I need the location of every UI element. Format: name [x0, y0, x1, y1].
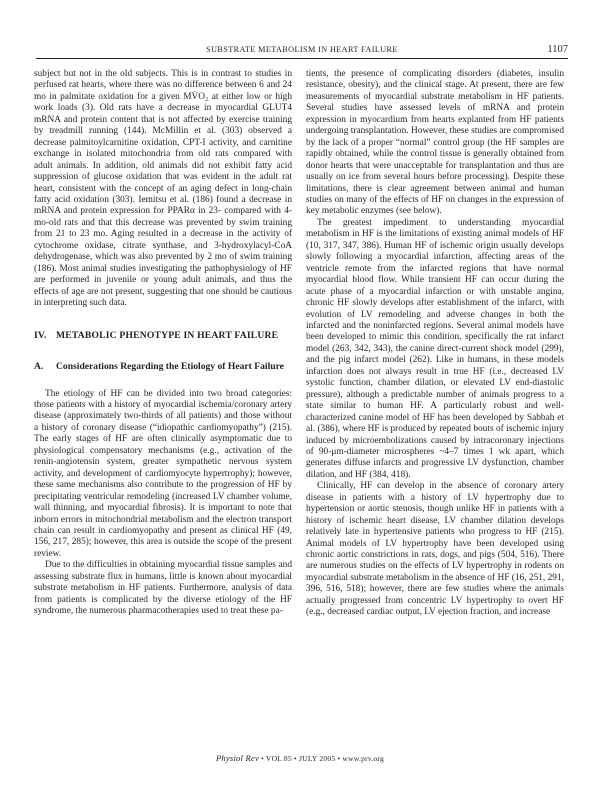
- left-column: [34, 69, 292, 618]
- body-paragraph: The greatest impediment to understanding myocardial metabolism in HF is the limitations of existing animal models of HF (10, 317, 347, 386). Human HF of ischemic origin usually develops slowly following a myocardial infarction, affecting areas of the ventricle remote from the infarcted regions that have normal myocardial blood flow. While transient HF can occur during the acute phase of a myocardial infarction or with unstable angina, chronic HF slowly develops after establishment of the infarct, with evolution of LV remodeling and adverse changes in both the infarcted and the noninfarcted regions. Several animal models have been developed to mimic this condition, specifically the rat infarct model (263, 342, 343), the canine direct-current shock model (299), and the pig infarct model (262). Like in humans, in these models infarction does not always result in true HF (i.e., decreased LV systolic function, chamber dilation, or elevated LV end-diastolic pressure), although a predictable number of animals progress to a state similar to human HF. A particularly robust and well-characterized canine model of HF has been developed by Sabbah et al. (386), where HF is produced by repeated bouts of ischemic injury induced by microembolizations caused by intracoronary injections of 90-μm-diameter microspheres ~4–7 times 1 wk apart, which generates diffuse infarcts and progressive LV dysfunction, chamber dilation, and HF (384, 418).: [306, 217, 564, 480]
- running-header: [36, 44, 568, 59]
- right-column: [306, 69, 564, 619]
- body-paragraph: subject but not in the old subjects. This is in contrast to studies in perfused rat hearts, where there was no difference between 6 and 24 mo in palmitate oxidation for a given MV̇O₂ at either low or high work loads (3). Old rats have a decrease in myocardial GLUT4 mRNA and protein content that is not affected by exercise training by treadmill running (144). McMillin et al. (303) observed a decrease palmitoylcarnitine oxidation, CPT-I activity, and carnitine exchange in isolated mitochondria from old rats compared with adult animals. In addition, old animals did not exhibit fatty acid suppression of glucose oxidation that was evident in the adult rat heart, consistent with the concept of an aging defect in long-chain fatty acid oxidation (303). Iemitsu et al. (186) found a decrease in mRNA and protein expression for PPARα in 23- compared with 4-mo-old rats and that this decrease was prevented by swim training from 21 to 23 mo. Aging resulted in a decrease in the activity of cytochrome oxidase, citrate synthase, and 3-hydroxylacyl-CoA dehydrogenase, which was also prevented by 2 mo of swim training (186). Most animal studies investigating the pathophysiology of HF are performed in juvenile or young adult animals, and thus the effects of age are not present, suggesting that one should be cautious in interpreting such data.: [34, 69, 292, 309]
- page-number: 1107: [547, 44, 568, 55]
- page-footer: [0, 753, 600, 763]
- subsection-number: A.: [34, 360, 44, 372]
- section-number: IV.: [34, 329, 47, 341]
- section-title: METABOLIC PHENOTYPE IN HEART FAILURE: [56, 329, 279, 341]
- journal-name: Physiol Rev: [215, 753, 259, 763]
- subsection-title: Considerations Regarding the Etiology of Heart Failure: [56, 360, 284, 372]
- subsection-heading: [34, 361, 292, 373]
- body-paragraph: tients, the presence of complicating disorders (diabetes, insulin resistance, obesity), and the clinical stage. At present, there are few measurements of myocardial substrate metabolism in HF patients. Several studies have assessed levels of mRNA and protein expression in myocardium from hearts explanted from HF patients undergoing transplantation. However, these studies are compromised by the lack of a proper “normal” control group (the HF samples are rapidly obtained, while the control tissue is generally obtained from donor hearts that were unacceptable for transplantation and thus are usually on ice from several hours before processing). Despite these limitations, there is clear agreement between animal and human studies on many of the effects of HF on changes in the expression of key metabolic enzymes (see below).: [306, 69, 564, 217]
- body-paragraph: The etiology of HF can be divided into two broad categories: those patients with a history of myocardial ischemia/coronary artery disease (approximately two-thirds of all patients) and those without a history of coronary disease (“idiopathic cardiomyopathy”) (215). The early stages of HF are often clinically asymptomatic due to physiological compensatory mechanisms (e.g., activation of the renin-angiotensin system, greater sympathetic nervous system activity, and development of cardiomyocyte hypertrophy); however, these same mechanisms also contribute to the progression of HF by precipitating ventricular remodeling (increased LV chamber volume, wall thinning, and myocardial fibrosis). It is important to note that inborn errors in mitochondrial metabolism and the electron transport chain can result in cardiomyopathy and present as clinical HF (49, 156, 217, 285); however, this area is outside the scope of the present review.: [34, 388, 292, 559]
- body-paragraph: Due to the difficulties in obtaining myocardial tissue samples and assessing substrate flux in humans, little is known about myocardial substrate metabolism in HF patients. Furthermore, analysis of data from patients is complicated by the diverse etiology of the HF syndrome, the numerous pharmacotherapies used to treat these pa-: [34, 560, 292, 617]
- section-heading: [34, 330, 292, 342]
- running-title: SUBSTRATE METABOLISM IN HEART FAILURE: [206, 45, 398, 54]
- footer-details: • VOL 85 • JULY 2005 • www.prv.org: [258, 754, 385, 763]
- body-paragraph: Clinically, HF can develop in the absence of coronary artery disease in patients with a history of LV hypertrophy due to hypertension or aortic stenosis, though unlike HF in patients with a history of ischemic heart disease, LV chamber dilation develops relatively late in hypertensive patients who progress to HF (215). Animal models of LV hypertrophy have been developed using chronic aortic constrictions in rats, dogs, and pigs (504, 516). There are numerous studies on the effects of LV hypertrophy in rodents on myocardial substrate metabolism in the absence of HF (16, 251, 291, 396, 516, 518); however, there are few studies where the animals actually progressed from concentric LV hypertrophy to overt HF (e.g., decreased cardiac output, LV ejection fraction, and increase: [306, 481, 564, 618]
